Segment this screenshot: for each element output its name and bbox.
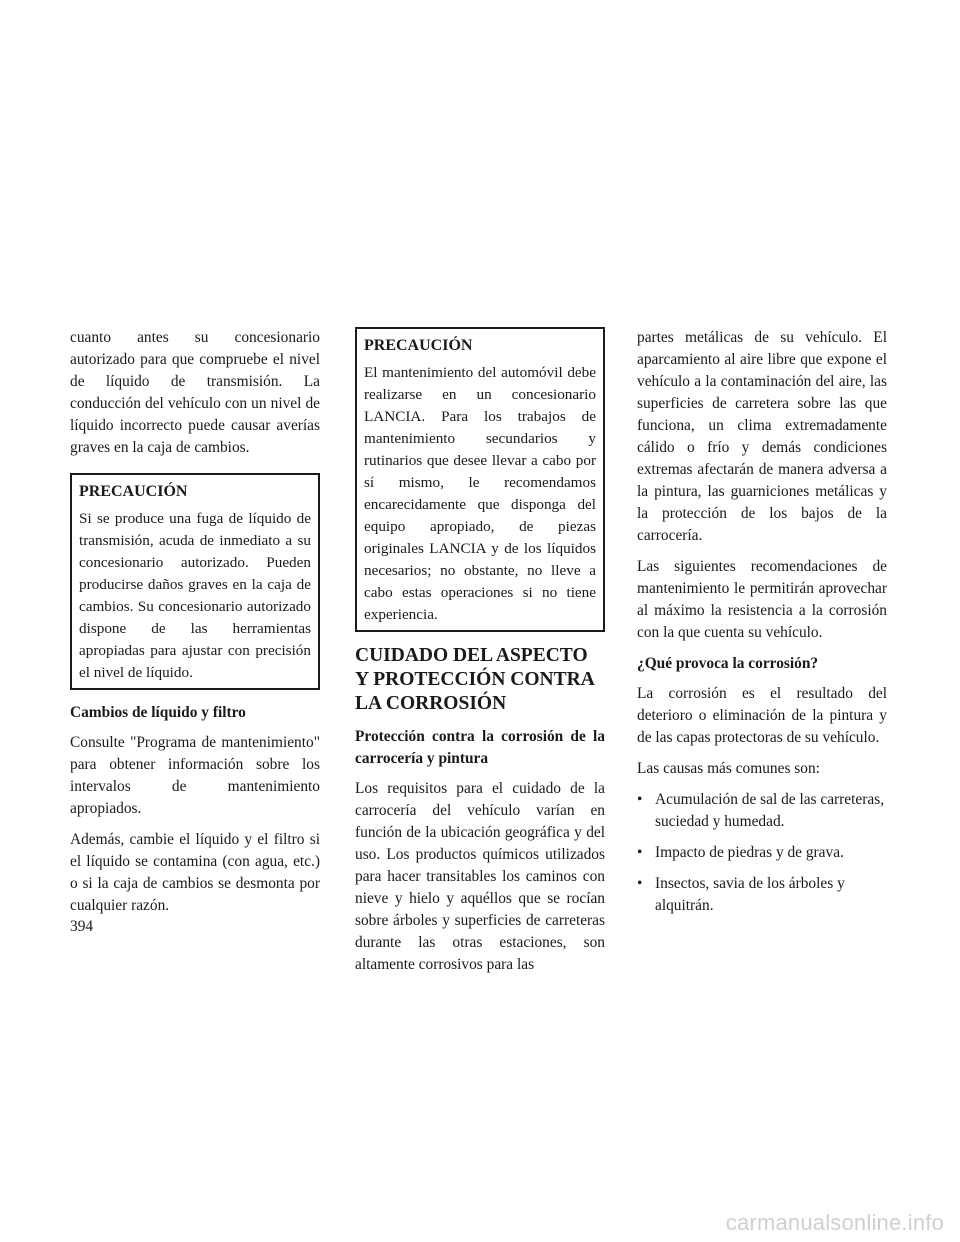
paragraph-maintenance-program: Consulte "Programa de mantenimiento" para obtener información sobre los intervalos de mantenimiento apropiados. — [70, 734, 320, 817]
paragraph-common-causes: Las causas más comunes son: — [637, 760, 820, 777]
paragraph-corrosion-definition: La corrosión es el resultado del deterioro o eliminación de la pintura y de las capas protectoras de su vehículo. — [637, 685, 887, 746]
paragraph-recommendations: Las siguientes recomendaciones de mantenimiento le permitirán aprovechar al máximo la resistencia a la corrosión con la que cuenta su vehículo. — [637, 558, 887, 641]
intro-paragraph: cuanto antes su concesionario autorizado para que compruebe el nivel de líquido de transmisión. La conducción del vehículo con un nivel de líquido incorrecto puede causar averías graves en la caja de cambios. — [70, 329, 320, 456]
causes-list — [637, 789, 887, 917]
column-left — [70, 327, 320, 926]
paragraph-fluid-contamination: Además, cambie el líquido y el filtro si el líquido se contamina (con agua, etc.) o si la caja de cambios se desmonta por cualquier razón. — [70, 831, 320, 914]
subheading-fluid-filter: Cambios de líquido y filtro — [70, 704, 246, 721]
page-number: 394 — [70, 918, 94, 935]
caution-box — [70, 473, 320, 690]
subheading-body-corrosion: Protección contra la corrosión de la carrocería y pintura — [355, 728, 605, 767]
bullet-icon: • — [637, 791, 643, 808]
paragraph-body-care: Los requisitos para el cuidado de la carrocería del vehículo varían en función de la ubicación geográfica y del uso. Los productos químicos utilizados para hacer transitables los caminos con nieve y hielo y aquéllos que se rocían sobre árboles y superficies de carreteras durante las otras estaciones, son altamente corrosivos para las — [355, 780, 605, 973]
caution-title: PRECAUCIÓN — [79, 483, 188, 500]
paragraph-metal-parts: partes metálicas de su vehículo. El aparcamiento al aire libre que expone el vehículo a la contaminación del aire, las superficies de carretera sobre las que funciona, un clima extremadamente cálido o frío y demás condiciones extremas afectarán de manera adversa a la pintura, las guarniciones metálicas y la protección de los bajos de la carrocería. — [637, 329, 887, 544]
caution-body: El mantenimiento del automóvil debe realizarse en un concesionario LANCIA. Para los trabajos de mantenimiento secundarios y rutinarios que desee llevar a cabo por sí mismo, le recomendamos encarecidamente que disponga del equipo apropiado, de piezas originales LANCIA y de los líquidos necesarios; no obstante, no lleve a cabo estas operaciones si no tiene experiencia. — [364, 364, 596, 623]
list-item: • Insectos, savia de los árboles y alquitrán. — [637, 875, 845, 914]
bullet-icon: • — [637, 844, 643, 861]
subheading-corrosion-cause: ¿Qué provoca la corrosión? — [637, 655, 819, 672]
bullet-icon: • — [637, 875, 643, 892]
caution-box — [355, 327, 605, 632]
section-title: CUIDADO DEL ASPECTO Y PROTECCIÓN CONTRA LA CORROSIÓN — [355, 645, 594, 714]
column-middle — [355, 327, 605, 985]
list-item: • Impacto de piedras y de grava. — [637, 842, 887, 864]
caution-title: PRECAUCIÓN — [364, 337, 473, 354]
watermark: carmanualsonline.info — [725, 1210, 944, 1235]
caution-body: Si se produce una fuga de líquido de transmisión, acuda de inmediato a su concesionario autorizado. Pueden producirse daños graves en la caja de cambios. Su concesionario autorizado dispone de las herramientas apropiadas para ajustar con precisión el nivel de líquido. — [79, 510, 311, 681]
list-item: • Acumulación de sal de las carreteras, suciedad y humedad. — [637, 791, 885, 830]
column-right — [637, 327, 887, 926]
